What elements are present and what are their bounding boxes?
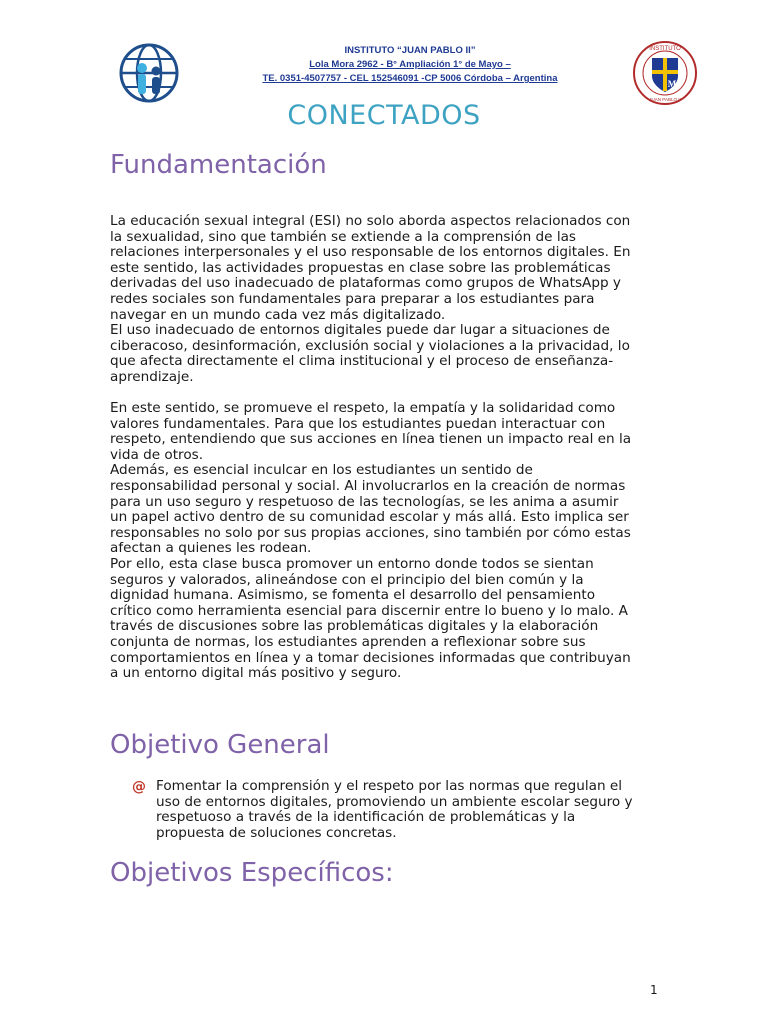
institution-address: Lola Mora 2962 - B° Ampliación 1° de Mayo – xyxy=(309,59,511,70)
seal-text-top: INSTITUTO xyxy=(649,46,681,52)
heading-objetivos-especificos: Objetivos Específicos: xyxy=(110,858,394,888)
seal-text-bottom: JUAN PABLO II xyxy=(649,97,681,102)
institution-contact: TE. 0351-4507757 - CEL 152546091 -CP 5006 Córdoba – Argentina xyxy=(262,73,558,84)
paragraph-fundamentacion-2: En este sentido, se promueve el respeto, la empatía y la solidaridad como valores fundamentales. Para que los estudiantes puedan interactuar con respeto, entendiendo que sus acciones en línea tienen un impacto real en la vida de otros. Además, es esencial inculcar en los estudiantes un sentido de responsabilidad personal y social. Al involucrarlos en la creación de normas para un uso seguro y respetuoso de las tecnologías, se les anima a asumir un papel activo dentro de su comunidad escolar y más allá. Esto implica ser responsables no solo por sus propias acciones, sino también por cómo estas afectan a quienes les rodean. Por ello, esta clase busca promover un entorno donde todos se sientan seguros y valorados, alineándose con el principio del bien común y la dignidad humana. Asimismo, se fomenta el desarrollo del pensamiento crítico como herramienta esencial para discernir entre lo bueno y lo malo. A través de discusiones sobre las problemáticas digitales y la elaboración conjunta de normas, los estudiantes aprenden a reflexionar sobre sus comportamientos en línea y a tomar decisiones informadas que contribuyan a un entorno digital más positivo y seguro. xyxy=(110,400,632,682)
page-title: CONECTADOS xyxy=(287,100,481,131)
institution-header xyxy=(200,44,620,86)
heading-fundamentacion: Fundamentación xyxy=(110,150,327,180)
objective-bullet-text: Fomentar la comprensión y el respeto por las normas que regulan el uso de entornos digitales, promoviendo un ambiente escolar seguro y respetuoso a través de la identificación de problemáticas y la propuesta de soluciones concretas. xyxy=(156,778,633,841)
at-sign-bullet-icon: @ xyxy=(132,779,146,795)
institution-name: INSTITUTO “JUAN PABLO II” xyxy=(344,45,476,56)
paragraph-fundamentacion-1: La educación sexual integral (ESI) no solo aborda aspectos relacionados con la sexualidad, sino que también se extiende a la comprensión de las relaciones interpersonales y el uso responsable de los entornos digitales. En este sentido, las actividades propuestas en clase sobre las problemáticas derivadas del uso inadecuado de plataformas como grupos de WhatsApp y redes sociales son fundamentales para preparar a los estudiantes para navegar en un mundo cada vez más digitalizado. El uso inadecuado de entornos digitales puede dar lugar a situaciones de ciberacoso, desinformación, exclusión social y violaciones a la privacidad, lo que afecta directamente el clima institucional y el proceso de enseñanza- aprendizaje. xyxy=(110,213,631,385)
heading-objetivo-general: Objetivo General xyxy=(110,730,330,760)
seal-letter: M xyxy=(667,79,677,89)
institute-seal-logo-icon xyxy=(632,40,698,106)
page-number: 1 xyxy=(650,983,658,997)
globe-people-logo-icon xyxy=(118,42,180,104)
